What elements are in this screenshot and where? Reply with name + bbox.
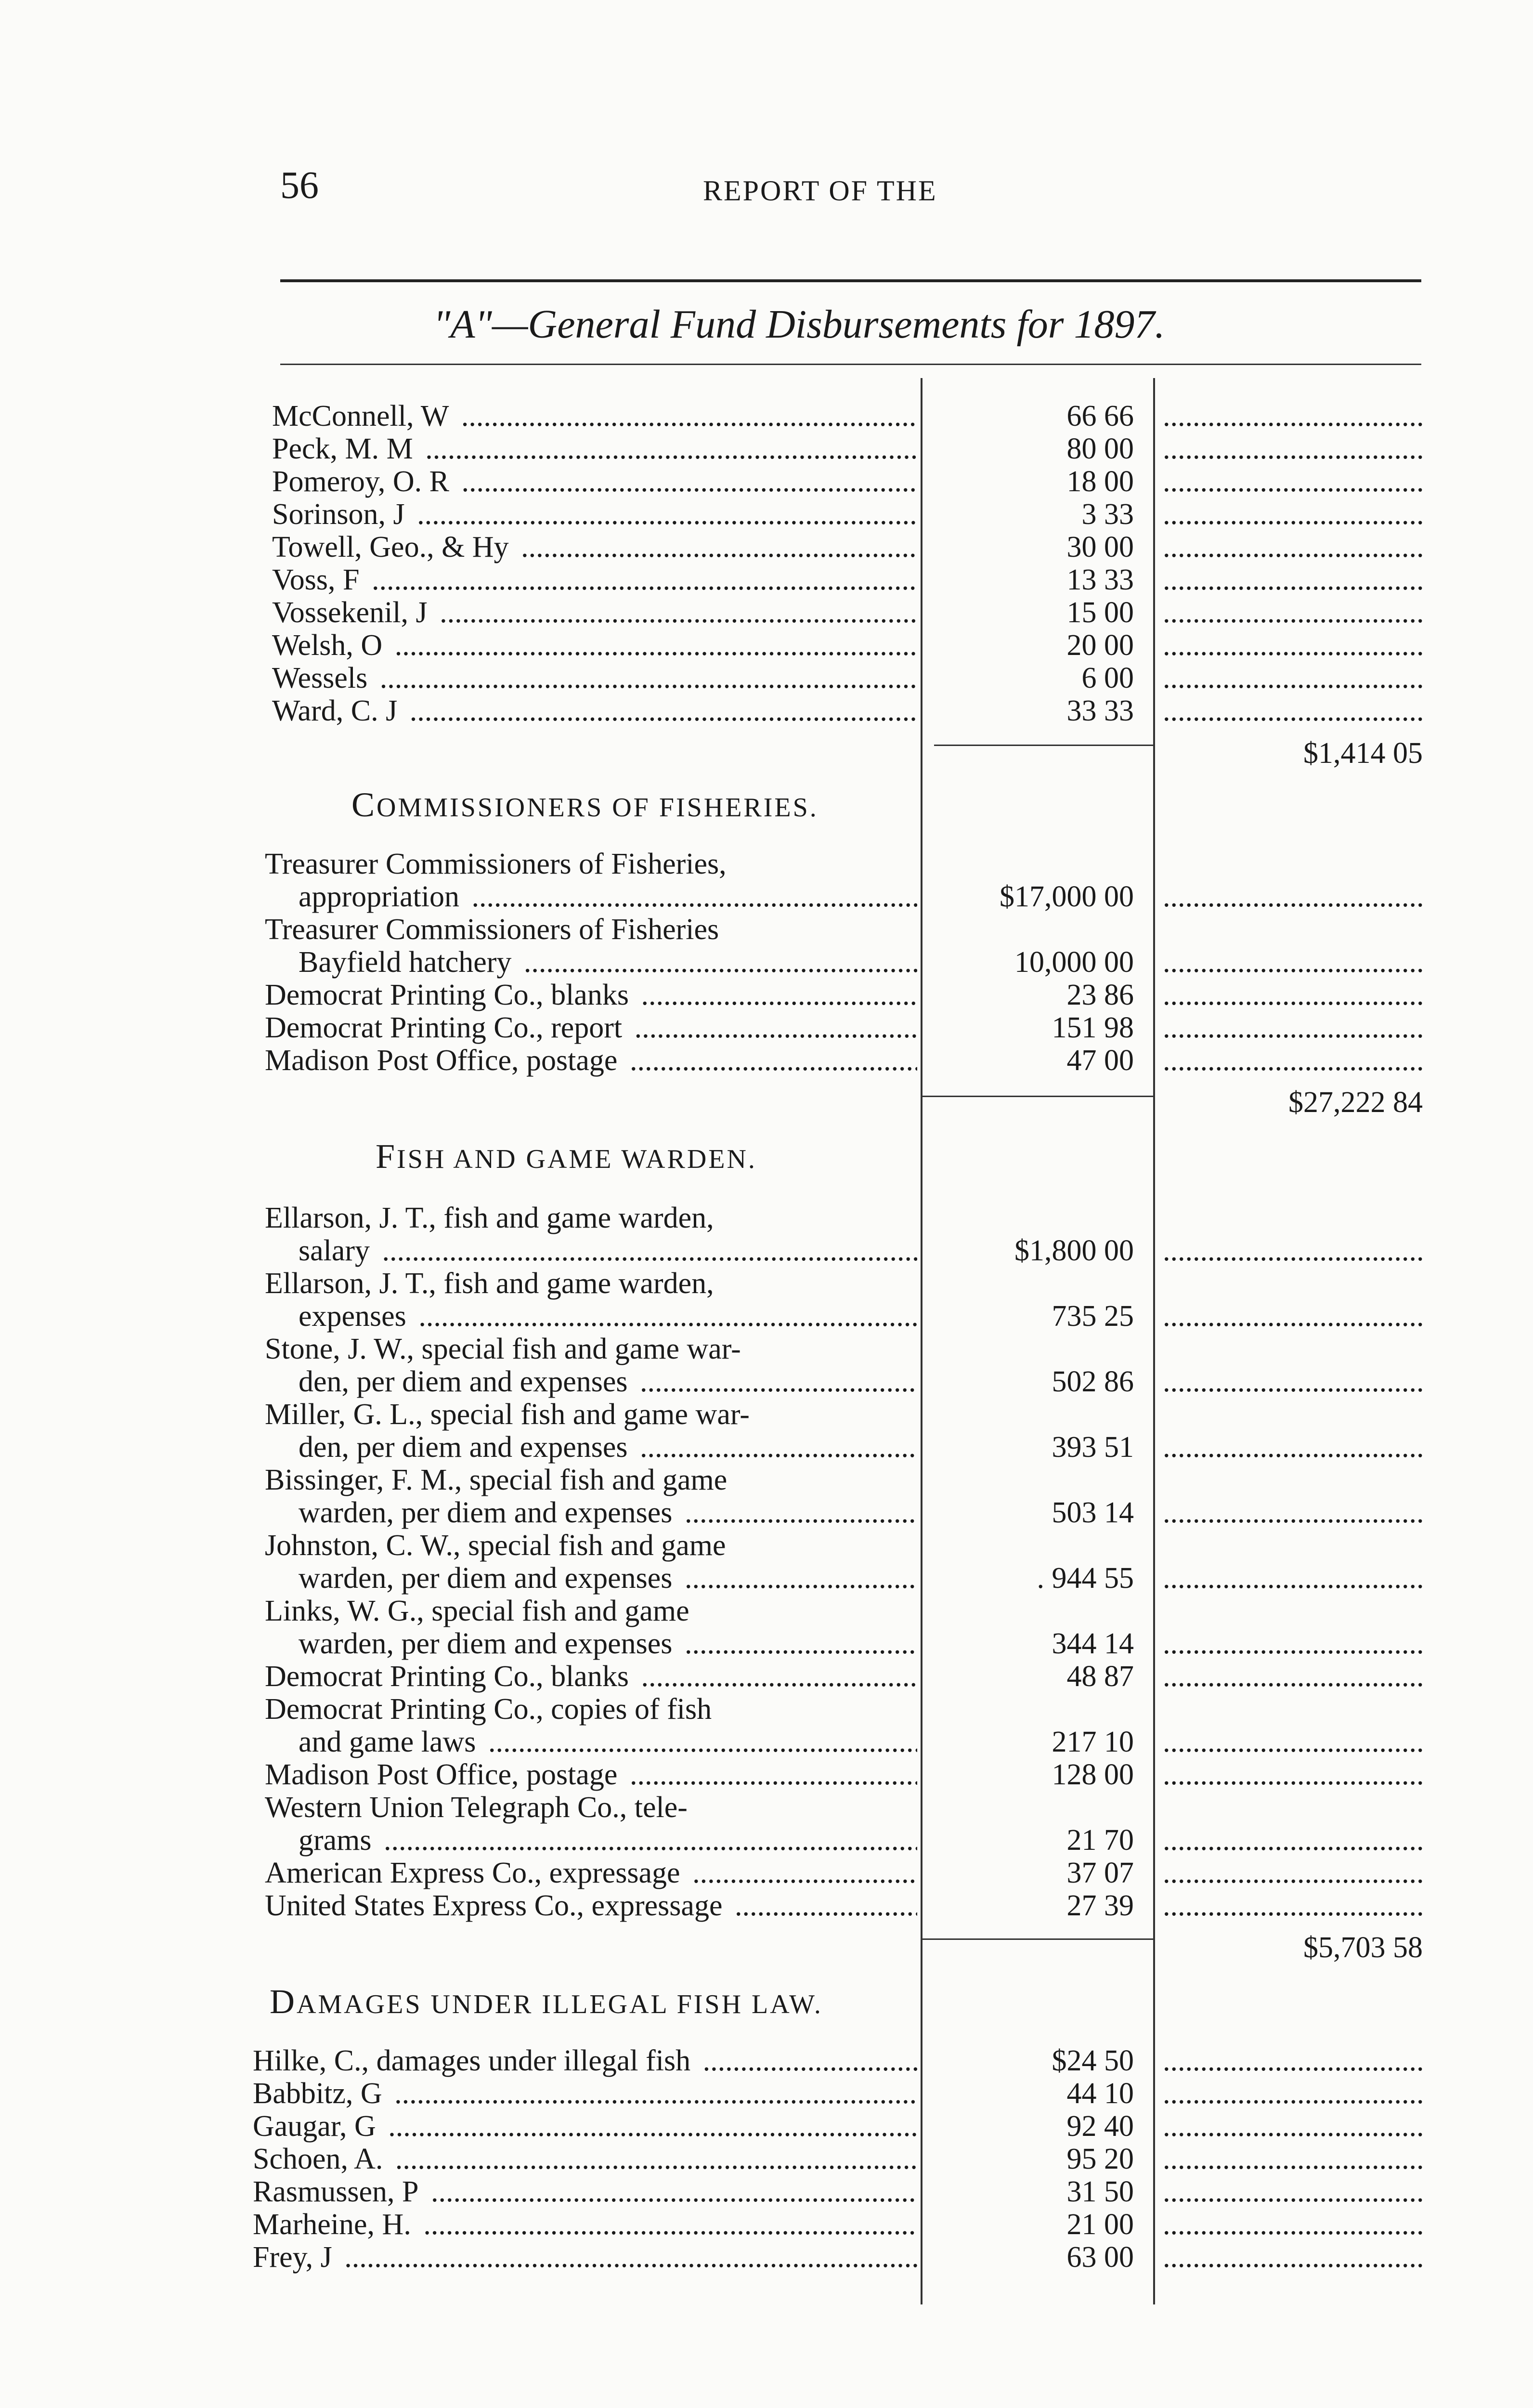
table-row: Rasmussen, P ..... 31 50 ..... [0, 2175, 1533, 2208]
table-row: Democrat Printing Co., blanks ..... 48 87 ..... [0, 1660, 1533, 1693]
table-row: Pomeroy, O. R ..... 18 00 ..... [0, 465, 1533, 498]
group-total: $1,414 05 [1303, 737, 1423, 770]
table-row: Marheine, H. ..... 21 00 ..... [0, 2208, 1533, 2241]
table-row: warden, per diem and expenses ..... 503 14 ..... [0, 1496, 1533, 1529]
table-row: Madison Post Office, postage ..... 47 00 ..... [0, 1044, 1533, 1077]
table-row: Miller, G. L., special fish and game war- [0, 1398, 1533, 1431]
table-row: Democrat Printing Co., report ..... 151 98 ..... [0, 1011, 1533, 1044]
table-row: Peck, M. M ..... 80 00 ..... [0, 432, 1533, 465]
table-row: Welsh, O ..... 20 00 ..... [0, 629, 1533, 662]
table-row: Babbitz, G ..... 44 10 ..... [0, 2077, 1533, 2110]
section-title: DAMAGES UNDER ILLEGAL FISH LAW. [270, 1982, 823, 2021]
table-row: Ward, C. J ..... 33 33 ..... [0, 694, 1533, 727]
table-row: Schoen, A. ..... 95 20 ..... [0, 2143, 1533, 2175]
page-number: 56 [280, 164, 319, 207]
table-row: Madison Post Office, postage ..... 128 00 ..... [0, 1758, 1533, 1791]
table-row: den, per diem and expenses ..... 393 51 ..... [0, 1431, 1533, 1464]
table-row: appropriation ..... $17,000 00 ..... [0, 880, 1533, 913]
table-row: Bayfield hatchery ..... 10,000 00 ..... [0, 946, 1533, 979]
table-row: den, per diem and expenses ..... 502 86 ..... [0, 1365, 1533, 1398]
table-row: Wessels ..... 6 00 ..... [0, 662, 1533, 694]
group-total: $27,222 84 [1288, 1086, 1423, 1119]
table-row: Ellarson, J. T., fish and game warden, [0, 1202, 1533, 1234]
table-row: Democrat Printing Co., blanks ..... 23 86 ..... [0, 979, 1533, 1011]
table-row: Sorinson, J ..... 3 33 ..... [0, 498, 1533, 531]
running-head: REPORT OF THE [703, 175, 937, 207]
table-row: salary ..... $1,800 00 ..... [0, 1234, 1533, 1267]
table-row: Johnston, C. W., special fish and game [0, 1529, 1533, 1562]
table-row: Treasurer Commissioners of Fisheries [0, 913, 1533, 946]
table-row: Links, W. G., special fish and game [0, 1595, 1533, 1627]
table-row: warden, per diem and expenses ..... 344 14 ..... [0, 1627, 1533, 1660]
table-row: and game laws ..... 217 10 ..... [0, 1726, 1533, 1758]
table-row: United States Express Co., expressage ..... 27 39 ..... [0, 1889, 1533, 1922]
table-row: Vossekenil, J ..... 15 00 ..... [0, 596, 1533, 629]
group-total: $5,703 58 [1303, 1931, 1423, 1964]
table-row: Hilke, C., damages under illegal fish ..... $24 50 ..... [0, 2044, 1533, 2077]
table-row: grams ..... 21 70 ..... [0, 1824, 1533, 1857]
section-title: COMMISSIONERS OF FISHERIES. [351, 785, 818, 824]
top-rule [280, 279, 1421, 282]
table-row: Stone, J. W., special fish and game war- [0, 1333, 1533, 1365]
table-row: McConnell, W ..... 66 66 ..... [0, 400, 1533, 432]
table-row: Bissinger, F. M., special fish and game [0, 1464, 1533, 1496]
table-row: Voss, F ..... 13 33 ..... [0, 563, 1533, 596]
table-row: Treasurer Commissioners of Fisheries, [0, 848, 1533, 880]
table-row: Towell, Geo., & Hy ..... 30 00 ..... [0, 531, 1533, 563]
table-row: Frey, J ..... 63 00 ..... [0, 2241, 1533, 2274]
title-rule [280, 364, 1421, 365]
table-row: Gaugar, G ..... 92 40 ..... [0, 2110, 1533, 2143]
table-row: warden, per diem and expenses ..... . 944 55 ..... [0, 1562, 1533, 1595]
table-row: expenses ..... 735 25 ..... [0, 1300, 1533, 1333]
table-title: "A"—General Fund Disbursements for 1897. [433, 302, 1165, 347]
section-title: FISH AND GAME WARDEN. [376, 1137, 757, 1176]
table-row: Democrat Printing Co., copies of fish [0, 1693, 1533, 1726]
table-row: American Express Co., expressage ..... 37 07 ..... [0, 1857, 1533, 1889]
table-row: Ellarson, J. T., fish and game warden, [0, 1267, 1533, 1300]
table-row: Western Union Telegraph Co., tele- [0, 1791, 1533, 1824]
